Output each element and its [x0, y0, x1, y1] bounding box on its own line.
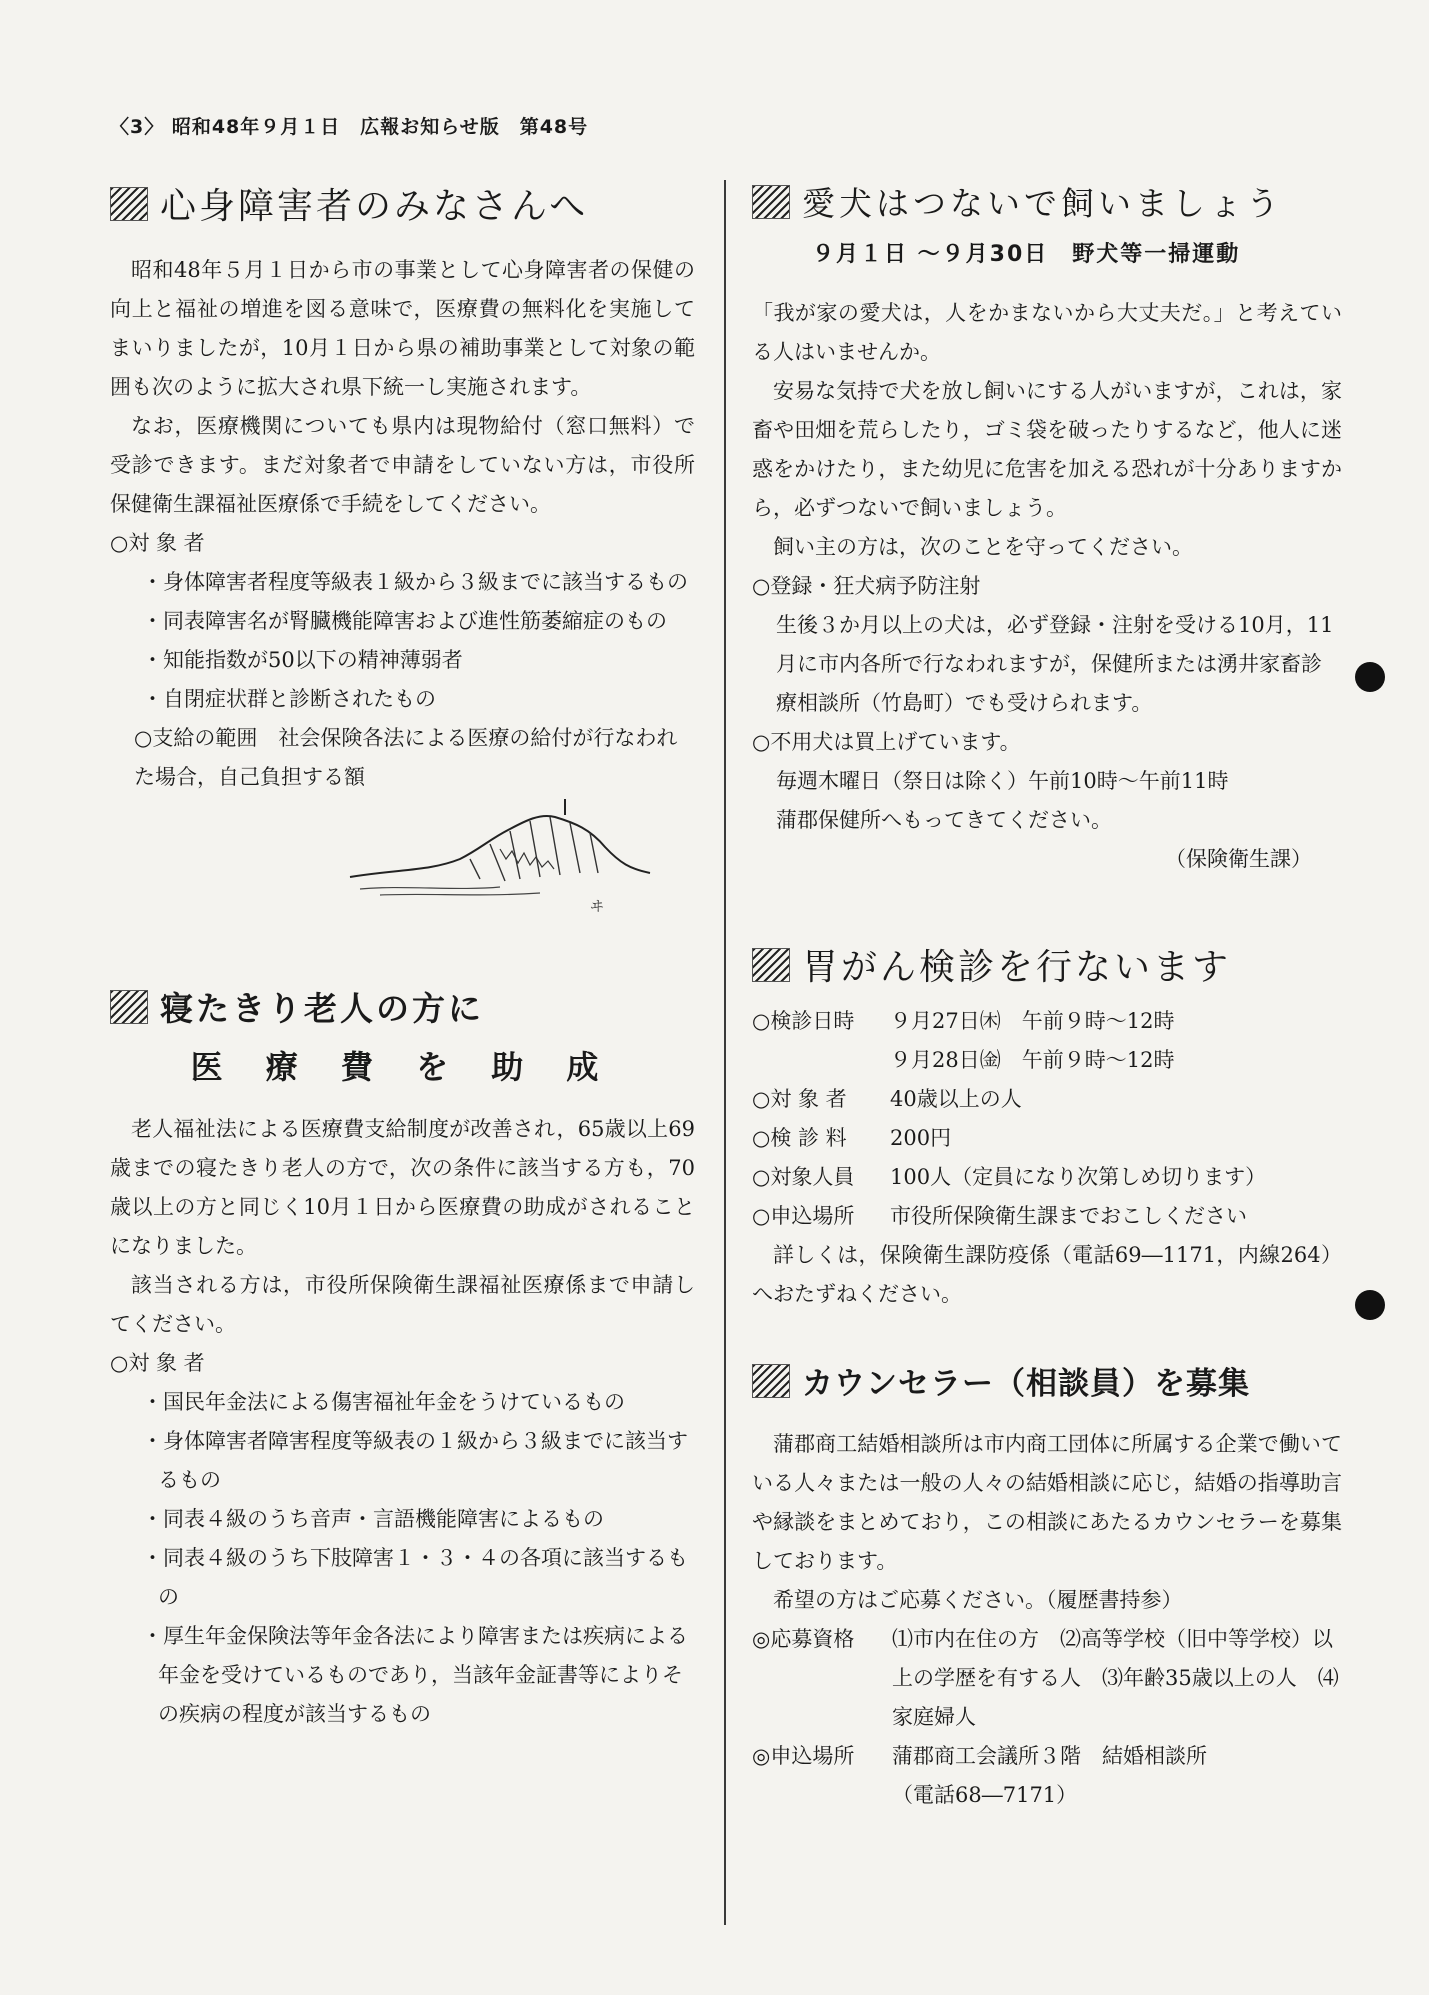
target-label: ○対 象 者 [110, 1351, 205, 1375]
binder-hole-icon [1355, 1290, 1385, 1320]
section-title-stomach-cancer: 胃がん検診を行ないます [752, 939, 1342, 990]
paragraph: 飼い主の方は，次のことを守ってください。 [773, 535, 1193, 559]
item-text: 生後３か月以上の犬は，必ず登録・注射を受ける10月，11月に市内各所で行なわれますが，保健所または湧井家畜診療相談所（竹島町）でも受けられます。 [776, 613, 1334, 715]
left-column [110, 178, 695, 1734]
right-column [752, 178, 1342, 1815]
paragraph: なお，医療機関についても県内は現物給付（窓口無料）で受診できます。まだ対象者で申請をしていない方は，市役所保健衛生課福祉医療係で手続をしてください。 [110, 414, 695, 516]
info-row: ○検診日時 ９月27日㈭ 午前９時～12時 [752, 1009, 1175, 1033]
hatch-mark-icon [752, 1364, 790, 1398]
section-subtitle: 医 療 費 を 助 成 [190, 1048, 615, 1086]
list-item: ・国民年金法による傷害福祉年金をうけているもの [142, 1390, 625, 1414]
paragraph: 安易な気持で犬を放し飼いにする人がいますが，これは，家畜や田畑を荒らしたり，ゴミ袋を破ったりするなど，他人に迷惑をかけたり，また幼児に危害を加える恐れが十分ありますから，必ずつないで飼いましょう。 [752, 379, 1342, 520]
department-note: （保険衛生課） [1165, 847, 1312, 871]
info-row: ○対象人員 100人（定員になり次第しめ切ります） [752, 1165, 1267, 1189]
hatch-mark-icon [752, 948, 790, 982]
info-row: ○申込場所 市役所保険衛生課までおこしください [752, 1204, 1247, 1228]
item-text: 毎週木曜日（祭日は除く）午前10時～午前11時 [776, 769, 1229, 793]
paragraph: 「我が家の愛犬は，人をかまないから大丈夫だ。」と考えている人はいませんか。 [752, 301, 1342, 364]
hatch-mark-icon [110, 990, 148, 1024]
paragraph: 希望の方はご応募ください。（履歴書持参） [773, 1588, 1183, 1612]
list-item: ・同表４級のうち音声・言語機能障害によるもの [142, 1507, 604, 1531]
hatch-mark-icon [752, 185, 790, 219]
section-title-counselor: カウンセラー（相談員）を募集 [752, 1358, 1342, 1403]
list-item: ・自閉症状群と診断されたもの [142, 687, 436, 711]
info-row: ◎応募資格 ⑴市内在住の方 ⑵高等学校（旧中等学校）以上の学歴を有する人 ⑶年齢35歳以上の人 ⑷家庭婦人 [752, 1627, 1339, 1729]
hatch-mark-icon [110, 187, 148, 221]
page-header: 〈3〉 昭和48年９月１日 広報お知らせ版 第48号 [110, 116, 589, 138]
info-row: ◎申込場所 蒲郡商工会議所３階 結婚相談所 [752, 1744, 1207, 1768]
target-label: ○対 象 者 [110, 531, 205, 555]
info-row: （電話68―7171） [892, 1783, 1078, 1807]
svg-text:ヰ: ヰ [590, 899, 604, 915]
section-title-disabled: 心身障害者のみなさんへ [110, 178, 695, 229]
paragraph: 詳しくは，保険衛生課防疫係（電話69―1171，内線264）へおたずねください。 [752, 1243, 1342, 1306]
paragraph: 蒲郡商工結婚相談所は市内商工団体に所属する企業で働いている人々または一般の人々の結婚相談に応じ，結婚の指導助言や縁談をまとめており，この相談にあたるカウンセラーを募集しております。 [752, 1432, 1342, 1573]
list-item: ・知能指数が50以下の精神薄弱者 [142, 648, 463, 672]
item-text: 蒲郡保健所へもってきてください。 [776, 808, 1112, 832]
info-row: ９月28日㈮ 午前９時～12時 [890, 1048, 1175, 1072]
info-row: ○対 象 者 40歳以上の人 [752, 1087, 1022, 1111]
paragraph: 該当される方は，市役所保険衛生課福祉医療係まで申請してください。 [110, 1273, 695, 1336]
list-item: ・同表障害名が腎臓機能障害および進性筋萎縮症のもの [142, 609, 667, 633]
list-item: ・厚生年金保険法等年金各法により障害または疾病による年金を受けているものであり，当該年金証書等によりその疾病の程度が該当するもの [142, 1624, 688, 1726]
list-item: ・身体障害者程度等級表１級から３級までに該当するもの [142, 570, 688, 594]
paragraph: 老人福祉法による医療費支給制度が改善され，65歳以上69歳までの寝たきり老人の方で，次の条件に該当する方も，70歳以上の方と同じく10月１日から医療費の助成がされることになりました。 [110, 1117, 695, 1258]
item-label: ○不用犬は買上げています。 [752, 730, 1021, 754]
paragraph: 昭和48年５月１日から市の事業として心身障害者の保健の向上と福祉の増進を図る意味で，医療費の無料化を実施してまいりましたが，10月１日から県の補助事業として対象の範囲も次のように拡大され県下統一し実施されます。 [110, 258, 695, 399]
list-item: ・身体障害者障害程度等級表の１級から３級までに該当するもの [142, 1429, 688, 1492]
section-title-dogs: 愛犬はつないで飼いましょう [752, 178, 1342, 225]
mountain-sketch-illustration [110, 799, 695, 939]
list-item: ・同表４級のうち下肢障害１・３・４の各項に該当するもの [142, 1546, 688, 1609]
scope-text: ○支給の範囲 社会保険各法による医療の給付が行なわれた場合，自己負担する額 [134, 726, 678, 789]
column-divider [724, 180, 726, 1925]
campaign-headline: ９月１日 ～９月30日 野犬等一掃運動 [812, 242, 1241, 267]
binder-hole-icon [1355, 662, 1385, 692]
section-title-bedridden: 寝たきり老人の方に [110, 983, 695, 1030]
info-row: ○検 診 料 200円 [752, 1126, 952, 1150]
item-label: ○登録・狂犬病予防注射 [752, 574, 981, 598]
